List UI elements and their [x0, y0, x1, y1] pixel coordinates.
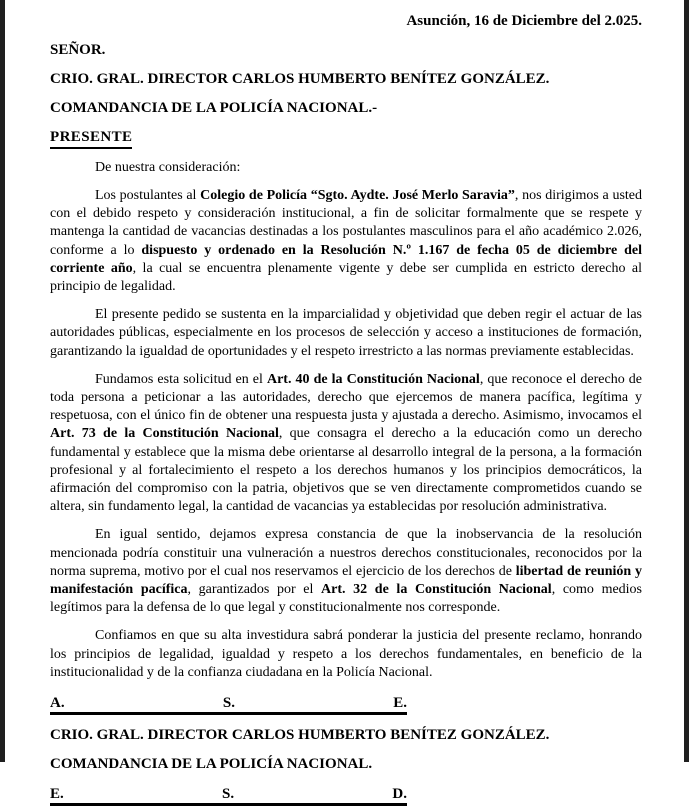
paragraph-closing-statement: Confiamos en que su alta investidura sabrá ponderar la justicia del presente reclamo, honrando los principios de legalidad, igualdad y respeto a los derechos fundamentales, en beneficio de la institucionalidad y de la confianza ciudadana en la Policía Nacional.: [50, 628, 642, 680]
signature-letter-a: A.: [50, 695, 65, 712]
recipient-name: CRIO. GRAL. DIRECTOR CARLOS HUMBERTO BENÍTEZ GONZÁLEZ.: [50, 71, 550, 87]
signature-line-top: [50, 695, 407, 715]
greeting-line: De nuestra consideración:: [95, 160, 241, 175]
present-line: [50, 128, 642, 149]
signature-letter-s-bottom: S.: [222, 786, 235, 803]
date-line: Asunción, 16 de Diciembre del 2.025.: [406, 13, 642, 29]
signature-letter-e-bottom: E.: [50, 786, 64, 803]
paragraph-constitutional-basis: Fundamos esta solicitud en el Art. 40 de la Constitución Nacional, que reconoce el derecho de toda persona a peticionar a las autoridades, derecho que ejercemos de manera pacífica, legítima y respetuosa, con el único fin de obtener una respuesta justa y ajustada a derecho. Asimismo, invocamos el Art. 73 de la Constitución Nacional, que consagra el derecho a la educación como un derecho fundamental y establece que la misma debe orientarse al desarrollo integral de la persona, a la formación profesional y al fortalecimiento el respeto a los derechos humanos y los principios democráticos, la afirmación del compromiso con la patria, objetivos que se ven directamente comprometidos cuando se altera, sin fundamento legal, la cantidad de vacancias ya establecidas por resolución administrativa.: [50, 371, 643, 515]
signature-letter-s-top: S.: [222, 695, 235, 712]
signature-letter-e-top: E.: [393, 695, 407, 712]
signature-line-bottom: [50, 786, 407, 806]
page-right-edge: [684, 0, 689, 762]
closing-recipient-organization: COMANDANCIA DE LA POLICÍA NACIONAL.: [50, 756, 373, 773]
paragraph-justification: El presente pedido se sustenta en la imparcialidad y objetividad que deben regir el actuar de las autoridades públicas, especialmente en los procesos de selección y acceso a instituciones de formación, garantizando la igualdad de oportunidades y el respeto irrestricto a las normas previamente establecidas.: [50, 307, 642, 359]
paragraph-request: Los postulantes al Colegio de Policía “Sgto. Aydte. José Merlo Saravia”, nos dirigimos a usted con el debido respeto y consideración institucional, a fin de solicitar formalmente que se respete y mantenga la cantidad de vacancias destinadas a los postulantes masculinos para el año académico 2.026, conforme a lo dispuesto y ordenado en la Resolución N.º 1.167 de fecha 05 de diciembre del corriente año, la cual se encuentra plenamente vigente y debe ser cumplida en estricto derecho al principio de legalidad.: [50, 188, 642, 295]
recipient-salutation: SEÑOR.: [50, 42, 106, 58]
signature-letter-d: D.: [392, 786, 407, 803]
letter-content: [50, 12, 642, 806]
page-left-edge: [0, 0, 5, 762]
recipient-organization: COMANDANCIA DE LA POLICÍA NACIONAL.-: [50, 100, 378, 116]
present-label: PRESENTE: [50, 128, 132, 149]
paragraph-reservation-of-rights: En igual sentido, dejamos expresa constancia de que la inobservancia de la resolución mencionada podría constituir una vulneración a nuestros derechos constitucionales, reconocidos por la norma suprema, motivo por el cual nos reservamos el ejercicio de los derechos de libertad de reunión y manifestación pacífica, garantizados por el Art. 32 de la Constitución Nacional, como medios legítimos para la defensa de lo que legal y constitucionalmente nos corresponde.: [50, 527, 643, 616]
closing-recipient-name: CRIO. GRAL. DIRECTOR CARLOS HUMBERTO BENÍTEZ GONZÁLEZ.: [50, 727, 550, 744]
